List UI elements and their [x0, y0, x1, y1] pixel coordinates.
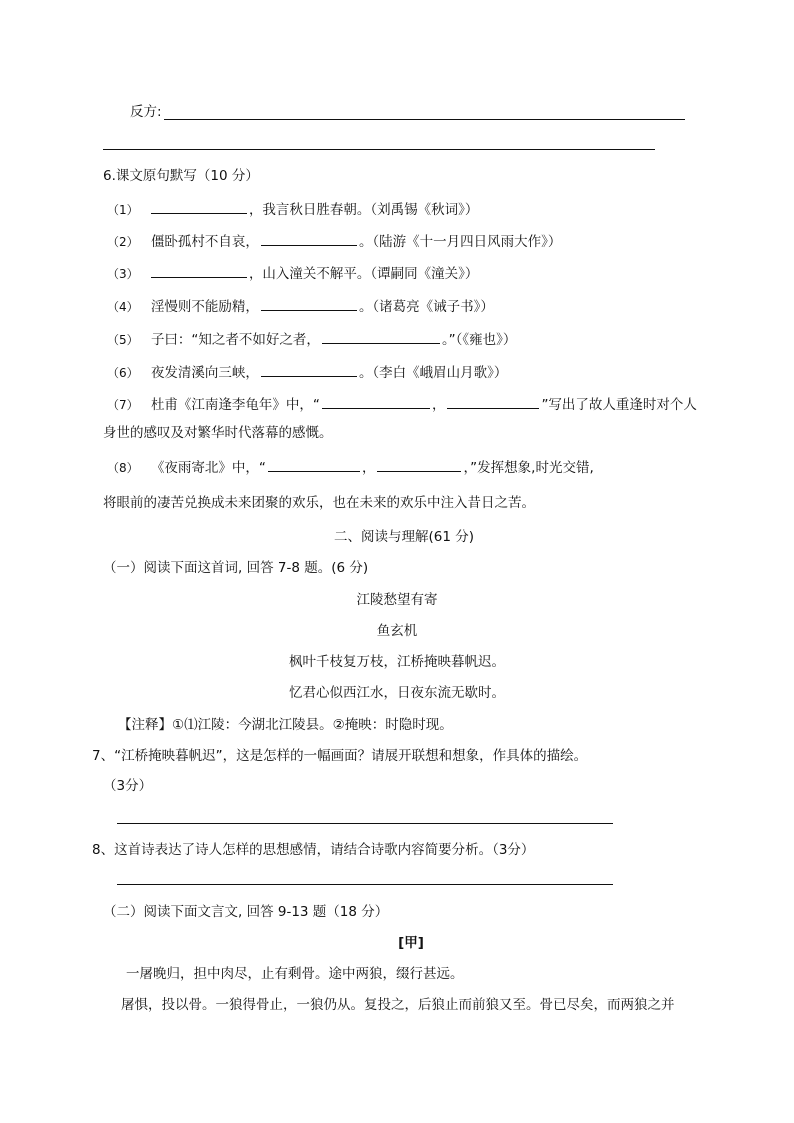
- q6-item-8-continued: 将眼前的凄苦兑换成未来团聚的欢乐，也在未来的欢乐中注入昔日之苦。: [103, 495, 535, 511]
- item-number: （8）: [107, 461, 139, 475]
- item-text-after: 。（诸葛亮《诫子书》）: [358, 299, 494, 315]
- item-number: （1）: [107, 203, 139, 217]
- part-1-intro: （一）阅读下面这首词, 回答 7-8 题。(6 分): [103, 560, 369, 576]
- blank-field[interactable]: [268, 458, 360, 472]
- blank-field[interactable]: [377, 458, 461, 472]
- passage-label: [甲]: [398, 935, 424, 951]
- q6-item-5: [107, 330, 516, 349]
- blank-field[interactable]: [322, 395, 430, 409]
- item-text-after: ，山入潼关不解平。（谭嗣同《潼关》）: [248, 266, 479, 282]
- item-text-mid: ，: [431, 397, 446, 413]
- item-text-after: 。（陆游《十一月四日风雨大作》）: [358, 234, 562, 250]
- item-text-after: ”写出了故人重逢时对个人: [541, 397, 697, 413]
- blank-field[interactable]: [322, 330, 440, 344]
- item-number: （6）: [107, 366, 139, 380]
- item-text-mid: ，: [361, 460, 376, 476]
- q6-item-6: [107, 363, 507, 382]
- item-text-after: 。（李白《峨眉山月歌》）: [358, 365, 508, 381]
- item-text-before: 杜甫《江南逢李龟年》中，“: [150, 397, 320, 413]
- item-text-before: 淫慢则不能励精，: [150, 299, 259, 315]
- blank-field[interactable]: [151, 264, 247, 278]
- q6-item-3: [107, 264, 478, 283]
- opponent-label: 反方:: [130, 104, 162, 120]
- opponent-answer-line[interactable]: [164, 119, 685, 120]
- q6-item-7-continued: 身世的感叹及对繁华时代落幕的感慨。: [103, 425, 333, 441]
- blank-field[interactable]: [447, 395, 539, 409]
- part-2-intro: （二）阅读下面文言文, 回答 9-13 题（18 分）: [103, 904, 389, 920]
- opponent-line: [130, 103, 162, 121]
- poem-note: 【注释】①⑴江陵：今湖北江陵县。②掩映：时隐时现。: [118, 717, 453, 733]
- blank-field[interactable]: [261, 297, 357, 311]
- q7-answer-line[interactable]: [117, 823, 613, 824]
- item-number: （7）: [107, 398, 139, 412]
- blank-field[interactable]: [261, 232, 357, 246]
- item-number: （3）: [107, 267, 139, 281]
- q7-score: （3分）: [103, 778, 153, 794]
- passage-paragraph-2: 屠惧，投以骨。一狼得骨止，一狼仍从。复投之，后狼止而前狼又至。骨已尽矣，而两狼之并: [121, 997, 675, 1013]
- item-text-before: 《夜雨寄北》中，“: [150, 460, 266, 476]
- item-text-before: 子曰：“知之者不如好之者，: [150, 332, 320, 348]
- poem-line-1: 枫叶千枝复万枝，江桥掩映暮帆迟。: [289, 654, 505, 670]
- item-number: （2）: [107, 235, 139, 249]
- blank-field[interactable]: [261, 363, 357, 377]
- q6-item-7: [107, 395, 697, 414]
- q6-item-4: [107, 297, 494, 316]
- q8-text: 8、这首诗表达了诗人怎样的思想感情，请结合诗歌内容简要分析。（3分）: [92, 842, 535, 858]
- q6-item-1: [107, 200, 478, 219]
- item-text-after: ，”发挥想象,时光交错,: [463, 460, 594, 476]
- item-text-before: 夜发清溪向三峡，: [150, 365, 259, 381]
- item-number: （5）: [107, 333, 139, 347]
- q6-title: 6.课文原句默写（10 分）: [103, 168, 259, 184]
- poem-author: 鱼玄机: [376, 623, 418, 639]
- poem-line-2: 忆君心似西江水，日夜东流无歇时。: [289, 685, 505, 701]
- q8-answer-line[interactable]: [117, 884, 613, 885]
- item-number: （4）: [107, 300, 139, 314]
- q6-item-2: [107, 232, 561, 251]
- item-text-before: 僵卧孤村不自哀，: [150, 234, 259, 250]
- item-text-after: ，我言秋日胜春朝。（刘禹锡《秋词》）: [248, 202, 479, 218]
- item-text-after: 。”（《雍也》）: [441, 332, 517, 348]
- q6-item-8: [107, 458, 594, 477]
- opponent-answer-line-2[interactable]: [103, 149, 655, 150]
- passage-paragraph-1: 一屠晚归，担中肉尽，止有剩骨。途中两狼，缀行甚远。: [126, 966, 464, 982]
- poem-title: 江陵愁望有寄: [356, 592, 438, 608]
- q7-text: 7、“江桥掩映暮帆迟”，这是怎样的一幅画面？请展开联想和想象，作具体的描绘。: [92, 748, 588, 764]
- blank-field[interactable]: [151, 200, 247, 214]
- section-2-title: 二、阅读与理解(61 分): [333, 529, 474, 545]
